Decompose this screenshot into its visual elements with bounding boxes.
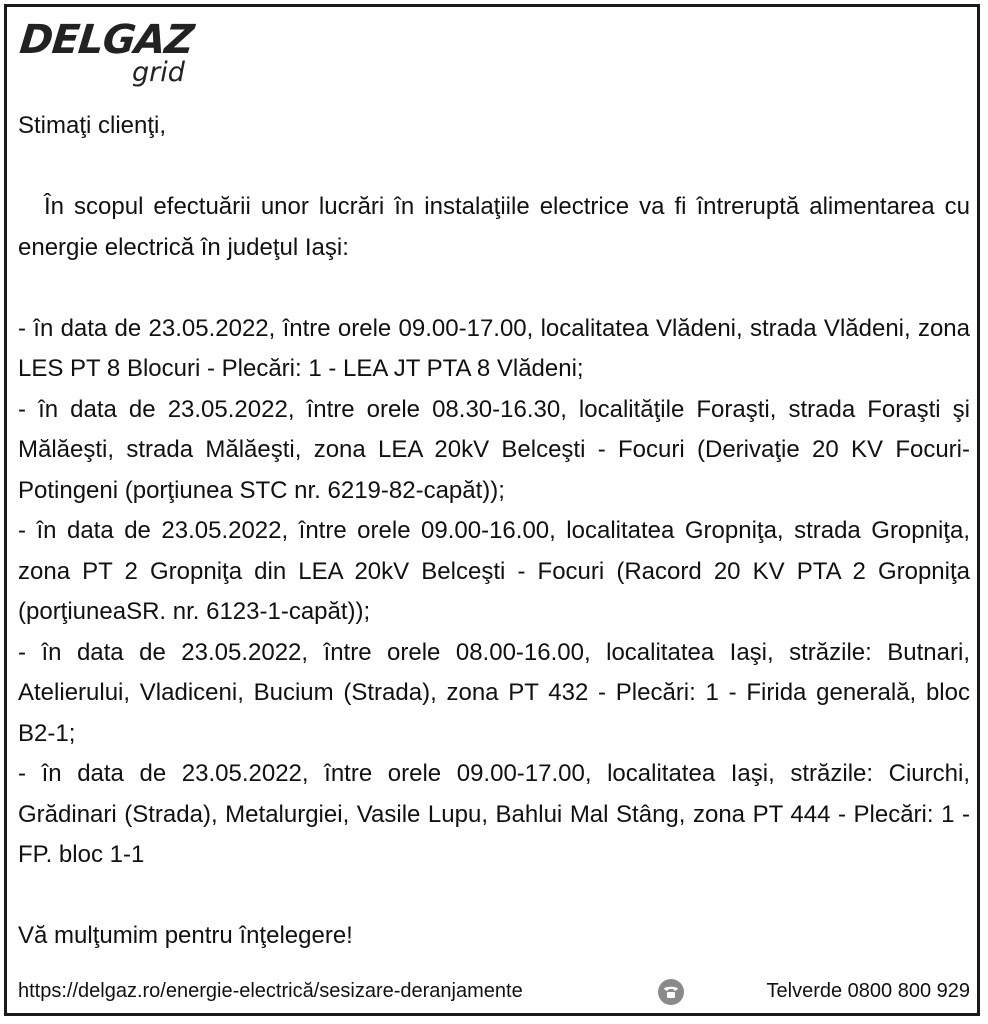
- greeting: Stimaţi clienţi,: [18, 112, 167, 139]
- outage-item: - în data de 23.05.2022, între orele 08.30-16.30, localităţile Foraşti, strada Foraşti şi Mălăeşti, strada Mălăeşti, zona LEA 20kV Belceşti - Focuri (Derivaţie 20 KV Focuri-Potingeni (porţiunea STC nr. 6219-82-capăt));: [18, 395, 970, 504]
- phone-icon: [658, 979, 684, 1005]
- outage-item: - în data de 23.05.2022, între orele 09.00-17.00, localitatea Vlădeni, strada Vlădeni, zona LES PT 8 Blocuri - Plecări: 1 - LEA JT PTA 8 Vlădeni;: [18, 314, 970, 382]
- delgaz-logo: [17, 17, 210, 88]
- outage-item: - în data de 23.05.2022, între orele 09.00-16.00, localitatea Gropniţa, strada Gropniţa, zona PT 2 Gropniţa din LEA 20kV Belceşti - Focuri (Racord 20 KV PTA 2 Gropniţa (porţiuneaSR. nr. 6123-1-capăt));: [18, 517, 970, 625]
- outage-list: [18, 309, 970, 876]
- outage-item: - în data de 23.05.2022, între orele 08.00-16.00, localitatea Iaşi, străzile: Butnari, Atelierului, Vladiceni, Bucium (Strada), zona PT 432 - Plecări: 1 - Firida generală, bloc B2-1;: [18, 638, 970, 747]
- footer-phone-number[interactable]: Telverde 0800 800 929: [766, 980, 970, 1002]
- logo-main-text: DELGAZ: [17, 17, 196, 63]
- intro-paragraph: În scopul efectuării unor lucrări în instalaţiile electrice va fi întreruptă alimentarea cu energie electrică în judeţul Iaşi:: [18, 193, 970, 261]
- closing-line: Vă mulţumim pentru înţelegere!: [18, 922, 353, 949]
- footer-url-link[interactable]: https://delgaz.ro/energie-electrică/sesizare-deranjamente: [18, 980, 523, 1002]
- footer: [18, 974, 970, 1008]
- outage-item: - în data de 23.05.2022, între orele 09.00-17.00, localitatea Iaşi, străzile: Ciurchi, Grădinari (Strada), Metalurgiei, Vasile Lupu, Bahlui Mal Stâng, zona PT 444 - Plecări: 1 - FP. bloc 1-1: [18, 760, 970, 868]
- letter-body: [18, 106, 970, 957]
- logo-sub-text: grid: [132, 57, 185, 88]
